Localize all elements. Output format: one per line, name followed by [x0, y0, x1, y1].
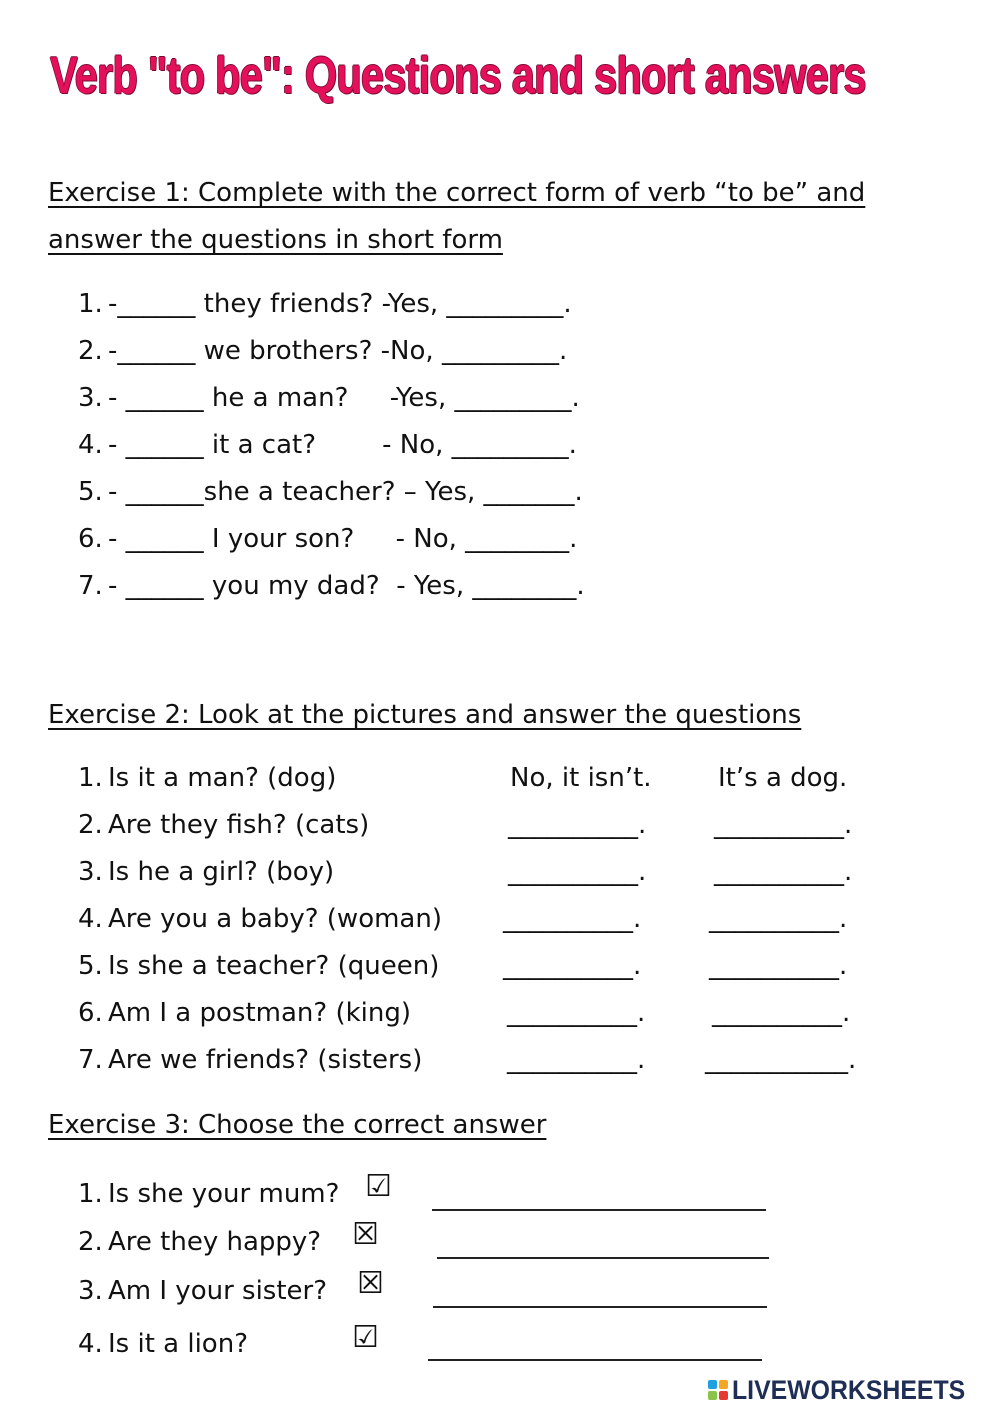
- item-number: 5.: [78, 951, 103, 981]
- page-title: Verb "to be": Questions and short answers: [50, 47, 866, 105]
- item-number: 3.: [78, 1276, 103, 1306]
- item-number: 4.: [78, 430, 103, 460]
- question-text: Are you a baby? (woman): [108, 904, 442, 934]
- liveworksheets-logo: [708, 1372, 986, 1408]
- item-text: - ______ you my dad? - Yes, ________.: [108, 571, 585, 601]
- answer-blank: __________.: [508, 810, 647, 840]
- exercise-3-question: [78, 1324, 248, 1364]
- item-number: 1.: [78, 1179, 103, 1209]
- answer-line[interactable]: [428, 1359, 762, 1361]
- answer-line[interactable]: [437, 1257, 769, 1259]
- item-text: - ______she a teacher? – Yes, _______.: [108, 477, 583, 507]
- checkmark-icon: ☑: [365, 1169, 392, 1204]
- exercise-1-item: [78, 566, 585, 606]
- answer-full: It’s a dog.: [718, 763, 848, 793]
- logo-square: [708, 1380, 717, 1389]
- question-text: Is she your mum?: [108, 1179, 340, 1209]
- question-text: Are they happy?: [108, 1227, 322, 1257]
- checkmark-icon: ☑: [352, 1320, 379, 1355]
- exercise-3-question: [78, 1271, 327, 1311]
- item-text: - ______ he a man? -Yes, _________.: [108, 383, 580, 413]
- logo-square: [719, 1380, 728, 1389]
- item-text: - ______ I your son? - No, ________.: [108, 524, 578, 554]
- item-number: 6.: [78, 998, 103, 1028]
- answer-blank: __________.: [712, 998, 851, 1028]
- answer-short: No, it isn’t.: [510, 763, 652, 793]
- item-text: -______ we brothers? -No, _________.: [108, 336, 568, 366]
- logo-square: [719, 1391, 728, 1400]
- exercise-1-heading: Exercise 1: Complete with the correct form of verb “to be” and: [48, 178, 866, 208]
- answer-blank: __________.: [714, 857, 853, 887]
- exercise-1-item: [78, 284, 572, 324]
- answer-blank: __________.: [507, 998, 646, 1028]
- cross-icon: ☒: [352, 1217, 379, 1252]
- item-number: 6.: [78, 524, 103, 554]
- exercise-1-item: [78, 425, 577, 465]
- question-text: Are we friends? (sisters): [108, 1045, 423, 1075]
- exercise-1-item: [78, 331, 567, 371]
- item-number: 1.: [78, 289, 103, 319]
- exercise-3-question: [78, 1174, 339, 1214]
- answer-blank: __________.: [709, 904, 848, 934]
- item-number: 2.: [78, 336, 103, 366]
- answer-blank: __________.: [503, 951, 642, 981]
- exercise-1-item: [78, 519, 577, 559]
- exercise-3-heading: Exercise 3: Choose the correct answer: [48, 1110, 547, 1140]
- item-number: 4.: [78, 904, 103, 934]
- answer-blank: __________.: [507, 1045, 646, 1075]
- exercise-2-question: [78, 852, 334, 892]
- question-text: Am I your sister?: [108, 1276, 328, 1306]
- answer-blank: __________.: [508, 857, 647, 887]
- item-text: - ______ it a cat? - No, _________.: [108, 430, 577, 460]
- item-text: -______ they friends? -Yes, _________.: [108, 289, 572, 319]
- answer-blank: ___________.: [705, 1045, 857, 1075]
- item-number: 3.: [78, 857, 103, 887]
- exercise-2-question: [78, 946, 439, 986]
- item-number: 5.: [78, 477, 103, 507]
- question-text: Are they fish? (cats): [108, 810, 370, 840]
- answer-line[interactable]: [432, 1209, 766, 1211]
- item-number: 2.: [78, 1227, 103, 1257]
- question-text: Is he a girl? (boy): [108, 857, 335, 887]
- cross-icon: ☒: [357, 1266, 384, 1301]
- item-number: 7.: [78, 571, 103, 601]
- exercise-1-heading-continued: answer the questions in short form: [48, 225, 503, 255]
- exercise-2-question: [78, 993, 411, 1033]
- answer-blank: __________.: [709, 951, 848, 981]
- exercise-2-question: [78, 758, 336, 798]
- exercise-2-question: [78, 805, 369, 845]
- exercise-2-heading: Exercise 2: Look at the pictures and answer the questions: [48, 700, 802, 730]
- question-text: Am I a postman? (king): [108, 998, 412, 1028]
- question-text: Is it a lion?: [108, 1329, 248, 1359]
- answer-blank: __________.: [714, 810, 853, 840]
- logo-square: [708, 1391, 717, 1400]
- question-text: Is she a teacher? (queen): [108, 951, 440, 981]
- item-number: 3.: [78, 383, 103, 413]
- item-number: 1.: [78, 763, 103, 793]
- logo-text: LIVEWORKSHEETS: [732, 1374, 966, 1405]
- answer-line[interactable]: [433, 1306, 767, 1308]
- item-number: 2.: [78, 810, 103, 840]
- exercise-1-item: [78, 472, 583, 512]
- exercise-2-question: [78, 899, 442, 939]
- answer-blank: __________.: [503, 904, 642, 934]
- exercise-2-question: [78, 1040, 422, 1080]
- exercise-1-item: [78, 378, 580, 418]
- item-number: 4.: [78, 1329, 103, 1359]
- item-number: 7.: [78, 1045, 103, 1075]
- question-text: Is it a man? (dog): [108, 763, 337, 793]
- logo-grid-icon: [708, 1380, 728, 1400]
- exercise-3-question: [78, 1222, 321, 1262]
